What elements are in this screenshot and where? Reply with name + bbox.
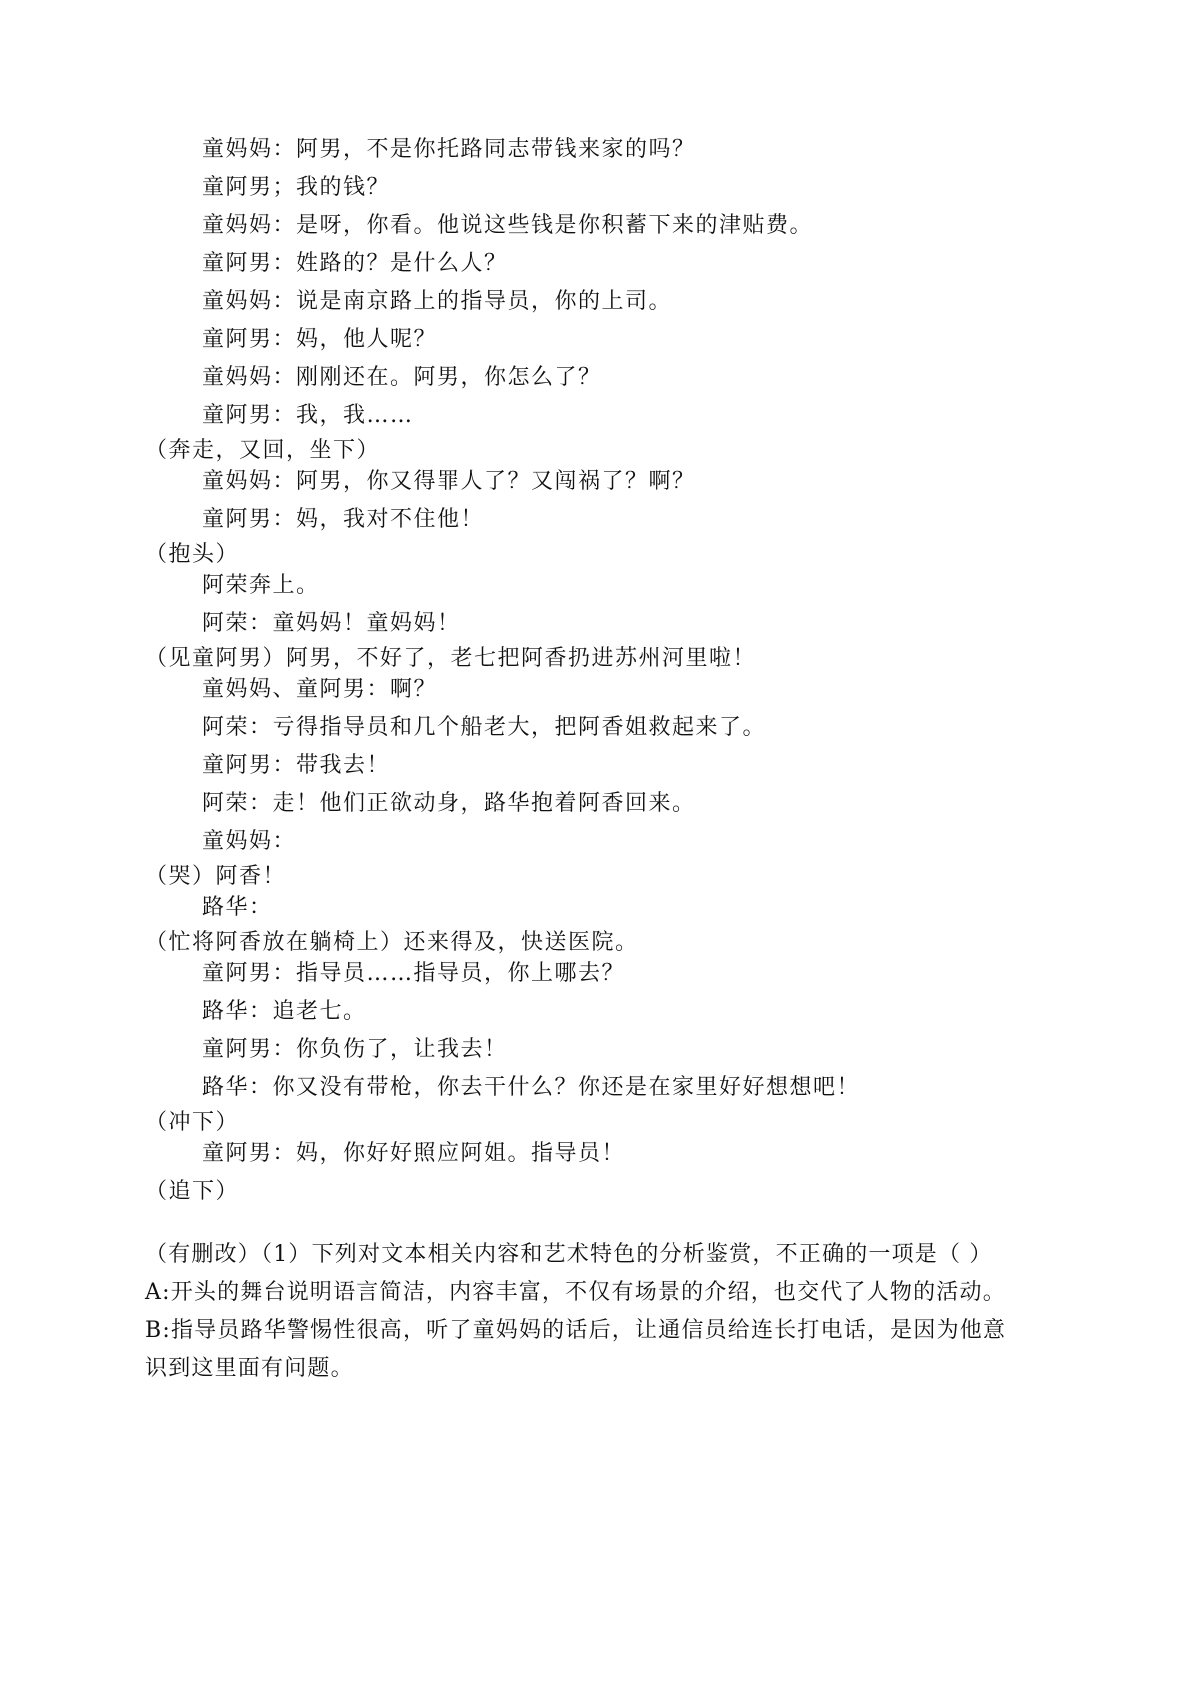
dialogue-line: 童阿男：我，我…… (202, 403, 414, 428)
dialogue-line: 童阿男：妈，我对不住他！ (202, 507, 485, 532)
dialogue-line: 阿荣：走！他们正欲动身，路华抱着阿香回来。 (202, 791, 696, 816)
stage-direction: （奔走，又回，坐下） (145, 438, 381, 463)
stage-direction: （抱头） (145, 542, 240, 567)
dialogue-line: 童阿男：带我去！ (202, 753, 391, 778)
dialogue-line: 路华：追老七。 (202, 999, 367, 1024)
dialogue-line: 童阿男：妈，他人呢？ (202, 327, 438, 352)
stage-direction: （忙将阿香放在躺椅上）还来得及，快送医院。 (145, 930, 639, 955)
dialogue-line: 路华：你又没有带枪，你去干什么？你还是在家里好好想想吧！ (202, 1075, 861, 1100)
dialogue-line: 阿荣：亏得指导员和几个船老大，把阿香姐救起来了。 (202, 715, 767, 740)
dialogue-line: 童阿男：姓路的？是什么人？ (202, 251, 508, 276)
dialogue-line: 童阿男；我的钱？ (202, 175, 391, 200)
dialogue-line: 童妈妈、童阿男：啊？ (202, 677, 438, 702)
stage-direction: （追下） (145, 1179, 240, 1204)
question-stem: （有删改）（1）下列对文本相关内容和艺术特色的分析鉴赏，不正确的一项是（ ） (145, 1242, 993, 1267)
dialogue-line: 阿荣：童妈妈！童妈妈！ (202, 611, 461, 636)
dialogue-line: 路华： (202, 895, 273, 920)
stage-direction: （冲下） (145, 1110, 240, 1135)
stage-direction: （见童阿男）阿男，不好了，老七把阿香扔进苏州河里啦！ (145, 646, 757, 671)
dialogue-line: 童妈妈： (202, 829, 297, 854)
dialogue-line: 童妈妈：阿男，不是你托路同志带钱来家的吗？ (202, 137, 696, 162)
stage-direction: （哭）阿香！ (145, 864, 287, 889)
dialogue-line: 童阿男：你负伤了，让我去！ (202, 1037, 508, 1062)
option-b-line-1: B:指导员路华警惕性很高，听了童妈妈的话后，让通信员给连长打电话，是因为他意 (145, 1318, 1007, 1343)
option-a: A:开头的舞台说明语言简洁，内容丰富，不仅有场景的介绍，也交代了人物的活动。 (145, 1280, 1006, 1305)
stage-direction: 阿荣奔上。 (202, 573, 320, 598)
dialogue-line: 童阿男：妈，你好好照应阿姐。指导员！ (202, 1141, 626, 1166)
dialogue-line: 童妈妈：刚刚还在。阿男，你怎么了？ (202, 365, 602, 390)
dialogue-line: 童妈妈：阿男，你又得罪人了？又闯祸了？啊？ (202, 469, 696, 494)
dialogue-line: 童阿男：指导员……指导员，你上哪去？ (202, 961, 626, 986)
dialogue-line: 童妈妈：是呀，你看。他说这些钱是你积蓄下来的津贴费。 (202, 213, 814, 238)
option-b-line-2: 识到这里面有问题。 (145, 1356, 354, 1381)
dialogue-line: 童妈妈：说是南京路上的指导员，你的上司。 (202, 289, 673, 314)
